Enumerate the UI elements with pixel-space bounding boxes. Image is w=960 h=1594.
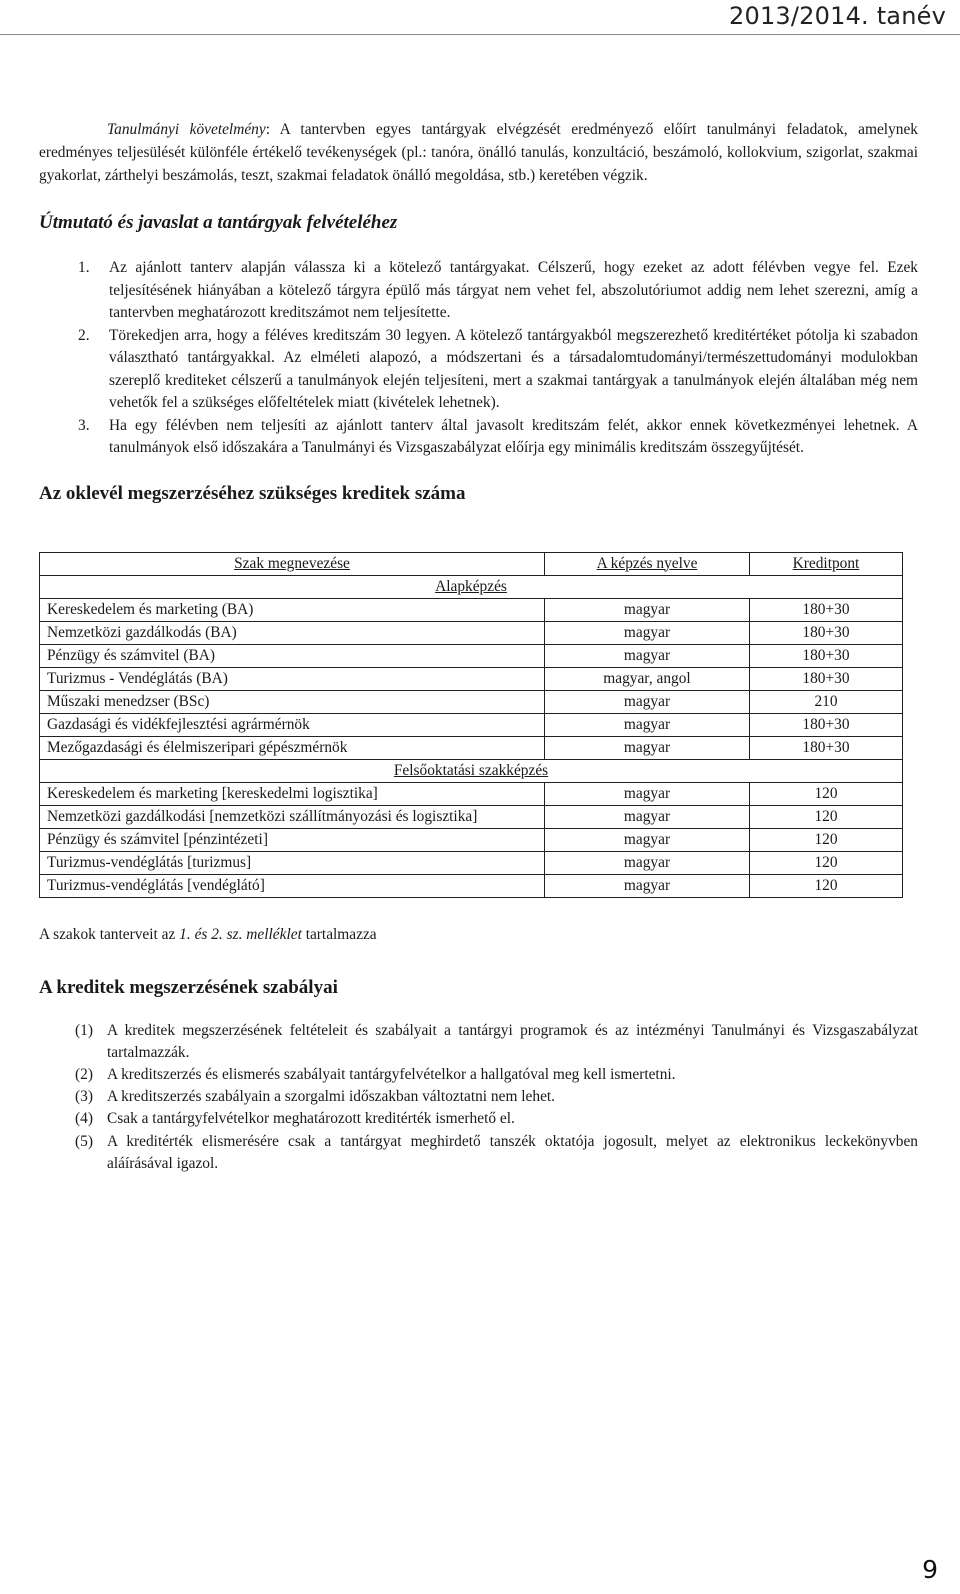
intro-paragraph — [39, 118, 918, 187]
column-header-program: Szak megnevezése — [40, 552, 545, 575]
table-section-row — [40, 575, 903, 598]
rule-number: (5) — [75, 1132, 93, 1150]
page-number: 9 — [922, 1555, 938, 1584]
intro-text: : A tantervben egyes tantárgyak elvégzését eredményező előírt tanulmányi feladatok, amelynek eredményes teljesülését különféle értékelő tevékenységek (pl.: tanóra, önálló tanulás, konzultáció, beszámoló, kollokvium, szigorlat, szakmai gyakorlat, zárthelyi beszámolás, teszt, szakmai feladatok önálló megoldása, stb.) keretében végzik. — [39, 121, 918, 184]
credits-table — [39, 552, 903, 898]
program-credits: 120 — [750, 782, 903, 805]
table-row — [40, 621, 903, 644]
guide-item-text: Törekedjen arra, hogy a féléves kreditszám 30 legyen. A kötelező tantárgyakból megszerezhető kreditértéket pótolja ki szabadon választható tantárgyakkal. Az elméleti alapozó, a módszertani és a társadalomtudományi/természettudományi modulokban szereplő krediteket célszerű a tanulmányok elején teljesíteni, mert a szakmai tantárgyak a tanulmányok elején általában még nem vehetők fel a szükséges előfeltételek miatt (kivételek lehetnek). — [109, 326, 918, 411]
program-name: Pénzügy és számvitel [pénzintézeti] — [40, 828, 545, 851]
program-credits: 180+30 — [750, 644, 903, 667]
rule-text: Csak a tantárgyfelvételkor meghatározott kreditérték ismerhető el. — [107, 1110, 515, 1128]
program-credits: 180+30 — [750, 713, 903, 736]
section-label: Felsőoktatási szakképzés — [40, 759, 903, 782]
table-section-row — [40, 759, 903, 782]
program-credits: 180+30 — [750, 736, 903, 759]
program-credits: 180+30 — [750, 621, 903, 644]
program-name: Kereskedelem és marketing [kereskedelmi logisztika] — [40, 782, 545, 805]
program-name: Mezőgazdasági és élelmiszeripari gépészmérnök — [40, 736, 545, 759]
program-name: Kereskedelem és marketing (BA) — [40, 598, 545, 621]
program-language: magyar — [545, 782, 750, 805]
program-name: Pénzügy és számvitel (BA) — [40, 644, 545, 667]
program-name: Nemzetközi gazdálkodási [nemzetközi szállítmányozási és logisztika] — [40, 805, 545, 828]
rule-text: A kreditek megszerzésének feltételeit és szabályait a tantárgyi programok és az intézményi Tanulmányi és Vizsgaszabályzat tartalmazzák. — [107, 1021, 918, 1061]
program-language: magyar — [545, 690, 750, 713]
guide-item-number: 2. — [78, 326, 90, 344]
program-language: magyar — [545, 874, 750, 897]
program-name: Műszaki menedzser (BSc) — [40, 690, 545, 713]
program-language: magyar — [545, 598, 750, 621]
guide-heading: Útmutató és javaslat a tantárgyak felvételéhez — [39, 212, 398, 233]
table-row — [40, 713, 903, 736]
rules-heading: A kreditek megszerzésének szabályai — [39, 976, 338, 998]
table-row — [40, 667, 903, 690]
program-language: magyar — [545, 621, 750, 644]
program-language: magyar — [545, 851, 750, 874]
program-language: magyar — [545, 736, 750, 759]
table-row — [40, 736, 903, 759]
table-header-row — [40, 552, 903, 575]
guide-item — [39, 415, 918, 460]
rule-number: (2) — [75, 1065, 93, 1083]
program-credits: 210 — [750, 690, 903, 713]
program-language: magyar — [545, 713, 750, 736]
rules-list — [39, 1020, 918, 1175]
annex-reference: 1. és 2. sz. melléklet — [179, 925, 302, 943]
header-year: 2013/2014. tanév — [729, 2, 946, 30]
rule-item — [39, 1131, 918, 1175]
program-credits: 120 — [750, 851, 903, 874]
guide-item — [39, 257, 918, 325]
rule-text: A kreditszerzés és elismerés szabályait tantárgyfelvételkor a hallgatóval meg kell ismertetni. — [107, 1065, 676, 1083]
table-row — [40, 851, 903, 874]
guide-item — [39, 325, 918, 415]
header-divider — [0, 34, 960, 35]
intro-term: Tanulmányi követelmény — [107, 121, 266, 138]
curriculum-note: A szakok tanterveit az 1. és 2. sz. melléklet tartalmazza — [39, 925, 377, 943]
program-language: magyar — [545, 828, 750, 851]
program-language: magyar — [545, 644, 750, 667]
guide-item-number: 1. — [78, 259, 90, 276]
program-name: Turizmus-vendéglátás [vendéglátó] — [40, 874, 545, 897]
page-content — [39, 118, 918, 1175]
program-name: Nemzetközi gazdálkodás (BA) — [40, 621, 545, 644]
program-language: magyar, angol — [545, 667, 750, 690]
guide-item-text: Ha egy félévben nem teljesíti az ajánlott tanterv által javasolt kreditszám felét, akkor ennek következményei lehetnek. A tanulmányok első időszakára a Tanulmányi és Vizsgaszabályzat előírja egy minimális kreditszám összegyűjtését. — [109, 416, 918, 456]
program-credits: 180+30 — [750, 598, 903, 621]
rule-item — [39, 1108, 918, 1130]
rule-item — [39, 1020, 918, 1064]
table-row — [40, 874, 903, 897]
guide-item-number: 3. — [78, 416, 90, 434]
rule-number: (1) — [75, 1021, 93, 1039]
credits-heading: Az oklevél megszerzéséhez szükséges kreditek száma — [39, 482, 466, 504]
rule-number: (4) — [75, 1110, 93, 1128]
guide-item-text: Az ajánlott tanterv alapján válassza ki a kötelező tantárgyakat. Célszerű, hogy ezeket az adott félévben vegye fel. Ezek teljesítésének hiányában a kötelező tárgyra épülő más tárgyat nem vehet fel, abszolutóriumot addig nem lehet szerezni, amíg a tantervben meghatározott kreditszámot nem teljesítette. — [109, 259, 918, 321]
rule-text: A kreditérték elismerésére csak a tantárgyat meghirdető tanszék oktatója jogosult, melyet az elektronikus leckekönyvben aláírásával igazol. — [107, 1132, 918, 1172]
program-credits: 120 — [750, 828, 903, 851]
table-row — [40, 805, 903, 828]
program-credits: 120 — [750, 805, 903, 828]
column-header-language: A képzés nyelve — [545, 552, 750, 575]
program-name: Turizmus - Vendéglátás (BA) — [40, 667, 545, 690]
table-row — [40, 782, 903, 805]
program-credits: 180+30 — [750, 667, 903, 690]
rule-item — [39, 1086, 918, 1108]
guide-list — [39, 257, 918, 460]
program-name: Turizmus-vendéglátás [turizmus] — [40, 851, 545, 874]
table-row — [40, 598, 903, 621]
rule-text: A kreditszerzés szabályain a szorgalmi időszakban változtatni nem lehet. — [107, 1088, 556, 1106]
column-header-credits: Kreditpont — [750, 552, 903, 575]
rule-item — [39, 1064, 918, 1086]
table-row — [40, 690, 903, 713]
program-credits: 120 — [750, 874, 903, 897]
table-row — [40, 828, 903, 851]
rule-number: (3) — [75, 1088, 93, 1106]
program-name: Gazdasági és vidékfejlesztési agrármérnök — [40, 713, 545, 736]
program-language: magyar — [545, 805, 750, 828]
table-row — [40, 644, 903, 667]
section-label: Alapképzés — [40, 575, 903, 598]
